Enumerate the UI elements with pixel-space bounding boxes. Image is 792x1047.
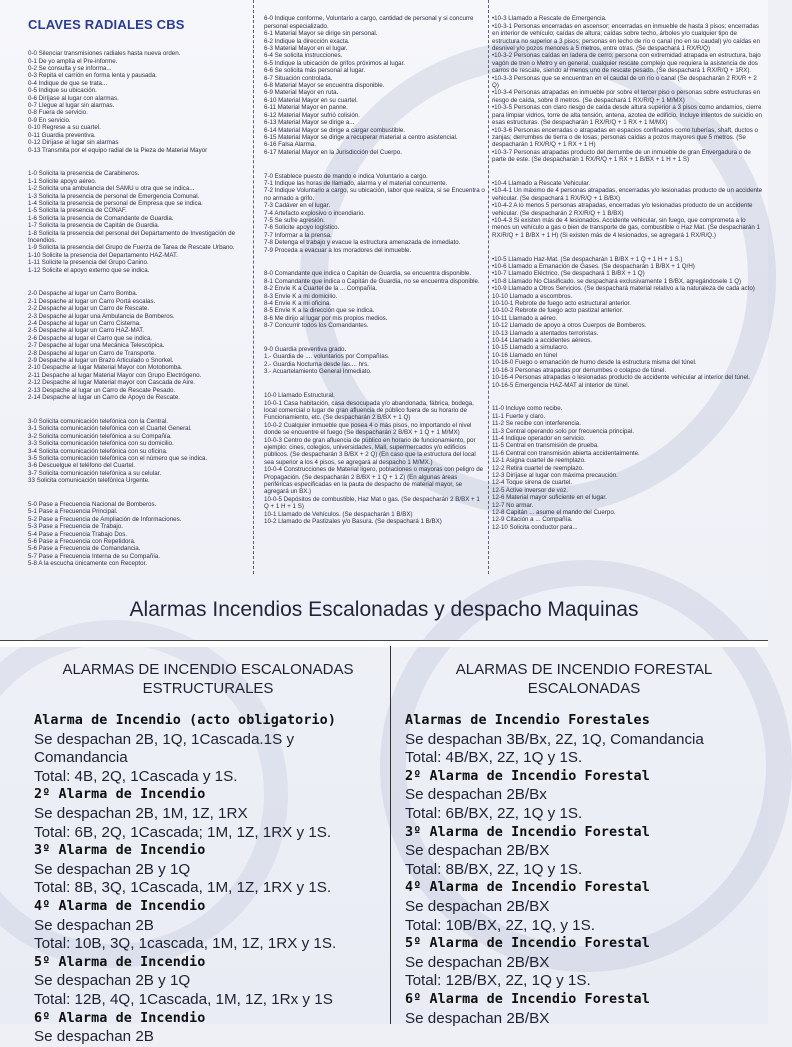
alarm-total: Total: 8B, 3Q, 1Cascada, 1M, 1Z, 1RX y 1S. (34, 879, 332, 897)
forestal-alarms-panel (405, 660, 763, 1027)
alarm-dispatch: Se despachan 2B (34, 1028, 154, 1046)
banner-band (0, 640, 768, 647)
alarm-title: 5º Alarma de Incendio Forestal (405, 936, 650, 952)
alarm-title: 2º Alarma de Incendio Forestal (405, 768, 650, 784)
codes-block-2: 2-0 Despache al lugar un Carro Bomba. 2-1 Despache al lugar un Carro Portá escalas. 2-2 Despache al lugar un Carro de Rescate. 2-3 Despache al lugar una Ambulancia de Bomberos. 2-4 Despache al lugar un Carro Cisterna. 2-5 Despache al lugar un Carro HAZ-MAT. 2-6 Despache al lugar el Carro que se indica. 2-7 Despache al lugar una Mecánica Telescópica. 2-8 Despache al lugar un Carro de Transporte. 2-9 Despache al lugar un Brazo Articulado o Snorkel. 2-10 Despache al lugar Material Mayor con Motobomba. 2-11 Despache al lugar Material Mayor con Grupo Electrógeno. 2-12 Despache al lugar Material mayor con Cascada de Aire. 2-13 Despache al lugar un Carro de Rescate Pesado. 2-14 Despache al lugar un Carro de Apoyo de Rescate. (28, 290, 202, 402)
column-separator (253, 0, 254, 574)
alarm-item (405, 768, 763, 824)
alarm-title: Alarmas de Incendio Forestales (405, 713, 650, 728)
codes-column-3 (492, 8, 764, 564)
forestal-alarm-list (405, 712, 763, 1028)
alarm-total: Total: 4B, 2Q, 1Cascada y 1S. (34, 767, 238, 785)
alarm-total: Total: 10B/BX, 2Z, 1Q, y 1S. (405, 916, 595, 934)
structural-alarms-panel (34, 660, 382, 1046)
codes-block-5: 5-0 Pase a Frecuencia Nacional de Bomberos. 5-1 Pase a Frecuencia Principal. 5-2 Pase a Frecuencia de Ampliación de Informaciones. 5-3 Pase a Frecuencia de Trabajo. 5-4 Pase a Frecuencia Trabajo Dos. 5-6 Pase a Frecuencia con Repetidora. 5-6 Pase a Frecuencia de Comandancia. 5-7 Pase a Frecuencia Interna de su Compañía. 5-8 A la escucha únicamente con Receptor. (28, 500, 182, 568)
alarm-item (405, 824, 763, 880)
alarm-dispatch: Se despachan 2B/BX (405, 897, 550, 915)
alarm-dispatch: Se despachan 2B/BX (405, 953, 550, 971)
alarm-item (405, 712, 763, 768)
codes-block-10-5: •10-5 Llamado Haz-Mat. (Se despacharán 1 B/BX + 1 Q + 1 H + 1 S.) •10-6 Llamado a Emanación de Gases. (Se despacharán 1 B/BX + 1 Q/H) •10-7 Llamado Eléctrico. (Se despachará 1 B/BX + 1 Q) •10-8 Llamado No Clasificado. se despachará exclusivamente 1 B/BX, agregándosele 1 Q) •10-9 Llamado a Otros Servicios. (Se despachará material relativo a la naturaleza de cada acto) 10-10 Llamado a escombros. 10-10-1 Rebrote de fuego acto estructural anterior. 10-10-2 Rebrote de fuego acto pastizal anterior. 10-11 Llamado a aéreo. 10-12 Llamado de apoyo a otros Cuerpos de Bomberos. 10-13 Llamado a atentados terroristas. 10-14 Llamado a accidentes aéreos. 10-15 Llamado a simulacro. 10-16 Llamado en túnel 10-16-0 Fuego o emanación de humo desde la estructura misma del túnel. 10-16-3 Personas atrapadas por derrumbes o colapso de túnel. 10-16-4 Personas atrapadas o lesionadas producto de accidente vehicular al interior del túnel. 10-16-5 Emergencia HAZ-MAT al interior de túnel. (492, 255, 755, 389)
codes-title: CLAVES RADIALES CBS (28, 17, 185, 33)
codes-column-2 (264, 8, 486, 564)
alarm-item (34, 898, 382, 954)
alarm-title: 5º Alarma de Incendio (34, 954, 206, 970)
alarm-dispatch: Se despachan 2B/BX (405, 842, 550, 860)
alarm-dispatch: Se despachan 2B y 1Q (34, 860, 191, 878)
codes-block-9: 9-0 Guardia preventiva grado. 1.- Guardia de .... voluntarios por Compañías. 2.- Guardia Nocturna desde las.... hrs. 3.- Acuartelamiento General Inmediato. (264, 346, 390, 376)
codes-column-1 (28, 8, 250, 568)
alarm-total: Total: 6B, 2Q, 1Cascada; 1M, 1Z, 1RX y 1S. (34, 823, 332, 841)
alarm-total: Total: 8B/BX, 2Z, 1Q y 1S. (405, 860, 583, 878)
alarm-title: 2º Alarma de Incendio (34, 787, 206, 803)
codes-block-0: 0-0 Silenciar transmisiones radiales hasta nueva orden. 0-1 De yo amplía el Pre-informe. 0-2 Se consulta y se informa... 0-3 Repita el carrión en forma lenta y pausada. 0-4 Indique de que se trata... 0-5 Indique su ubicación. 0-6 Diríjase al lugar con alarmas. 0-7 Llegue al lugar sin alarmas. 0-8 Fuera de servicio. 0-9 En servicio. 0-10 Regrese a su cuartel. 0-11 Guardia preventiva. 0-12 Diríjase al lugar sin alarmas 0-13 Transmita por el equipo radial de la Pieza de Material Mayor (28, 50, 208, 154)
alarm-title: 6º Alarma de Incendio Forestal (405, 991, 650, 1007)
codes-block-1: 1-0 Solicita la presencia de Carabineros. 1-1 Solicite apoyo aéreo. 1-2 Solicita una ambulancia del SAMU u otra que se indica... 1-3 Solicita la presencia de personal de Emergencia Comunal. 1-4 Solicita la presencia de personal de Empresa que se indica. 1-5 Solicita la presencia de CONAF. 1-6 Solicita la presencia de Comandante de Guardia. 1-7 Solicita la presencia de Capitán de Guardia. 1-8 Solicita la presencia del personal del Departamento de Investigación de Incendios. 1-9 Solicita la presencia del Grupo de Fuerza de Tarea de Rescate Urbano. 1-10 Solicite la presencia del Departamento HAZ-MAT. 1-11 Solicite la presencia del Grupo Canino. 1-12 Solicite el apoyo externo que se indica. (28, 170, 236, 274)
codes-block-10-3: •10-3 Llamado a Rescate de Emergencia. •10-3-1 Personas encerradas en ascensor; encerradas en inmueble de hasta 3 pisos; encerradas en interior de vehículo; caídas de altura; caídas sobre techo, árboles y/o cualquier tipo de estructura no superior a 3 pisos; personas en lecho de río o canal (no en su caudal) y/o caídas en desnivel y/o pozos menores a 5 metros, entre otras. (Se despachará 1 RX/R/Q) •10-3-2 Personas caídas en ladera de cerro; persona con extremidad atrapada en estructura, bajo vagón de tren o Metro y en general, cualquier rescate complejo que requiera la asistencia de dos carros de rescate, siendo al menos uno de rescate pesado. (Se despachará 1 RX/R/Q + 1RX). •10-3-3 Personas que se encuentran en el caudal de un río o canal (Se despacharán 2 RX/R + 2 Q) •10-3-4 Personas atrapadas en inmueble por sobre el tercer piso o personas sobre estructuras en riesgo de caída, sobre 8 metros. (Se despachará 1 RX/R/Q + 1 M/MX) •10-3-5 Personas con claro riesgo de caída desde altura superior a 3 pisos como andamios, cierre para limpiar vidrios, torre de alta tensión, antena, azotea de edificio. Incluye intentos de suicidio en esas estructuras. (Se despacharán 1 RX/R/Q + 1 RX + 1 M/MX) •10-3-6 Personas encerradas o atrapadas en espacios confinados como tuberías, shaft, ductos o zanjas; derrumbes de tierra o de losas; personas caídas a pozos mayores que 5 metros. (Se despacharán 1 RX/R/Q + 1 RX + 1 H) •10-3-7 Personas atrapadas producto del derrumbe de un inmueble de gran Envergadura o de parte de este. (Se despacharán 1 RX/R/Q + 1 RX + 1 B/BX + 1 H + 1 S) (492, 15, 763, 164)
codes-block-8: 8-0 Comandante que indica o Capitán de Guardia, se encuentra disponible. 8-1 Comandante que indica o Capitán de Guardia, no se encuentra disponible. 8-2 Envíe K a Cuartel de la ... Compañía. 8-3 Envíe K a mi domicilio. 8-4 Envíe K a mi oficina. 8-5 Envíe K a la dirección que se indica. 8-6 Me dirijo al lugar por mis propios medios. 8-7 Concurrir todos los Comandantes. (264, 270, 480, 330)
alarm-item (405, 935, 763, 991)
alarm-dispatch: Se despachan 2B (34, 916, 154, 934)
codes-block-11: 11-0 Incluye como recibe. 11-1 Fuerte y claro. 11-2 Se recibe con interferencia. 11-3 Central operando solo por frecuencia principal. 11-4 Indique operador en servicio. 11-5 Central en transmisión de prueba. 11-6 Central con transmisión abierta accidentalmente. 12-1 Asigna cuartel de reemplazo. 12-2 Retira cuartel de reemplazo. 12-3 Diríjase al lugar con máxima precaución. 12-4 Toque sirena de cuartel. 12-5 Active inversor de voz. 12-6 Material mayor suficiente en el lugar. 12-7 No armar. 12-8 Capitán ... asume el mando del Cuerpo. 12-9 Citación a ... Compañía. 12-10 Solicita conductor para... (492, 405, 640, 531)
codes-block-7: 7-0 Establece puesto de mando e indica Voluntario a cargo. 7-1 Indique las horas de llamado, alarma y el material concurrente. 7-2 Indique Voluntario a cargo, su ubicación, labor que realiza, si se Encuentra o no armado a grifo. 7-3 Cadáver en el lugar. 7-4 Artefacto explosivo o incendiario. 7-5 Se sufre agresión. 7-6 Solicite apoyo logístico. 7-7 Informar a la prensa. 7-8 Detenga el trabajo y evacue la estructura amenazada de inmediato. 7-9 Proceda a evacuar a los moradores del inmueble. (264, 172, 485, 254)
alarm-dispatch: Se despachan 2B y 1Q (34, 972, 191, 990)
alarm-item (34, 786, 382, 842)
structural-alarm-list (34, 712, 382, 1047)
panel-divider (390, 646, 391, 1024)
alarm-total: Total: 12B/BX, 2Z, 1Q y 1S. (405, 972, 591, 990)
alarm-item (34, 712, 382, 786)
alarm-title: 4º Alarma de Incendio (34, 898, 206, 914)
codes-block-3: 3-0 Solicita comunicación telefónica con la Central. 3-1 Solicita comunicación telefónica con el Cuartel General. 3-2 Solicita comunicación telefónica a su Compañía. 3-3 Solicita comunicación telefónica con su domicilio. 3-4 Solicita comunicación telefónica con su oficina. 3-5 Solicita comunicación telefónica con el número que se indica. 3-6 Descuelgue el teléfono del Cuartel. 3-7 Solicita comunicación telefónica a su celular. 33 Solicita comunicación telefónica Urgente. (28, 417, 208, 485)
alarm-total: Total: 10B, 3Q, 1cascada, 1M, 1Z, 1RX y 1S. (34, 935, 337, 953)
alarm-item (34, 954, 382, 1010)
alarm-item (34, 842, 382, 898)
banner-title: Alarmas Incendios Escalonadas y despacho Maquinas (129, 598, 639, 621)
alarm-title: 3º Alarma de Incendio Forestal (405, 824, 650, 840)
alarm-dispatch: Se despachan 2B, 1Q, 1Cascada.1S y Comandancia (34, 730, 295, 767)
alarm-item (405, 991, 763, 1028)
alarm-total: Total: 12B, 4Q, 1Cascada, 1M, 1Z, 1Rx y 1S (34, 990, 333, 1008)
alarm-title: Alarma de Incendio (acto obligatorio) (34, 713, 336, 728)
alarm-dispatch: Se despachan 2B, 1M, 1Z, 1RX (34, 804, 248, 822)
codes-block-10: 10-0 Llamado Estructural. 10-0-1 Casa habitación, casa desocupada y/o abandonada, fábrica, bodega, local comercial o lugar de gran afluencia de público fuera de su horario de Funcionamiento, etc. (Se despacharán 2 B/BX + 1 Q) 10-0-2 Cualquier inmueble que posea 4 o más pisos, no importando el nivel donde se encuentre el fuego (Se despacharán 2 B/BX + 1 Q + 1 M/MX) 10-0-3 Centro de gran afluencia de público en horario de funcionamiento, por ejemplo: cines, colegios, universidades, Mall, supermercados y/o edificios públicos. (Se despacharán 3 B/BX + 2 Q) (En caso que la estructura del local sea superior a los 4 pisos, se agregará al despacho 1 M/MX.) 10-0-4 Construcciones de Material ligero, poblaciones o mayoras con peligro de Propagación. (Se despacharán 2 B/BX + 1 Q + 1 Z) (En algunas áreas periféricas especificadas en la pauta de despacho de material mayor, se agregará un BX.) 10-0-5 Depósitos de combustible, Haz Mat o gas. (Se despacharán 2 B/BX + 1 Q + 1 H + 1 S) 10-1 Llamado de Vehículos. (Se despacharán 1 B/BX) 10-2 Llamado de Pastizales y/o Basura. (Se despachará 1 B/BX) (264, 392, 484, 525)
alarm-title: 4º Alarma de Incendio Forestal (405, 880, 650, 896)
codes-block-6: 6-0 Indique conforme, Voluntario a cargo, cantidad de personal y si concurre personal especializado. 6-1 Material Mayor se dirige sin personal. 6-2 Indique la dirección exacta. 6-3 Material Mayor en el lugar. 6-4 Se solicita instrucciones. 6-5 Indique la ubicación de grifos próximos al lugar. 6-6 Se solicita más personal al lugar. 6-7 Situación controlada. 6-8 Material Mayor se encuentra disponible. 6-9 Material Mayor en ruta. 6-10 Material Mayor en su cuartel. 6-11 Material Mayor en panne. 6-12 Material Mayor sufrió colisión. 6-13 Material Mayor se dirige a... 6-14 Material Mayor se dirige a cargar combustible. 6-15 Material Mayor se dirige a recuperar material a centro asistencial. 6-16 Falsa Alarma. 6-17 Material Mayor en la Jurisdicción del Cuerpo. (264, 15, 474, 156)
alarm-total: Total: 6B/BX, 2Z, 1Q y 1S. (405, 804, 583, 822)
section-banner (0, 580, 768, 640)
column-separator (488, 0, 489, 574)
alarm-dispatch: Se despachan 2B/Bx (405, 786, 547, 804)
alarm-item (405, 879, 763, 935)
structural-heading: ALARMAS DE INCENDIO ESCALONADAS ESTRUCTURALES (62, 661, 354, 697)
alarm-item (34, 1010, 382, 1047)
alarm-dispatch: Se despachan 2B/BX (405, 1009, 550, 1027)
codes-block-10-4: •10-4 Llamado a Rescate Vehicular. •10-4-1 Un máximo de 4 personas atrapadas, encerradas y/o lesionadas producto de un accidente vehicular. (Se despachará 1 RX/R/Q + 1 B/BX) •10-4-2 A lo menos 5 personas atrapadas, encerradas y/o lesionadas producto de un accidente vehicular. (Se despacharán 2 RX/R/Q + 1 B/BX) •10-4-3 Si existen más de 4 lesionados. Accidente vehicular, sin fuego, que comprometa a lo menos un vehículo a gas o bien de transporte de gas, combustible o Haz Mat. (Se despacharán 1 RX/R/Q + 1 B/BX + 1 H) (Si existen más de 4 lesionados, se agregará 1 RX/R/Q.) (492, 179, 763, 239)
forestal-heading: ALARMAS DE INCENDIO FORESTAL ESCALONADAS (455, 661, 713, 697)
alarm-title: 6º Alarma de Incendio (34, 1010, 206, 1026)
alarm-total: Total: 4B/BX, 2Z, 1Q y 1S. (405, 749, 583, 767)
alarm-title: 3º Alarma de Incendio (34, 843, 206, 859)
alarm-dispatch: Se despachan 3B/Bx, 2Z, 1Q, Comandancia (405, 730, 704, 748)
